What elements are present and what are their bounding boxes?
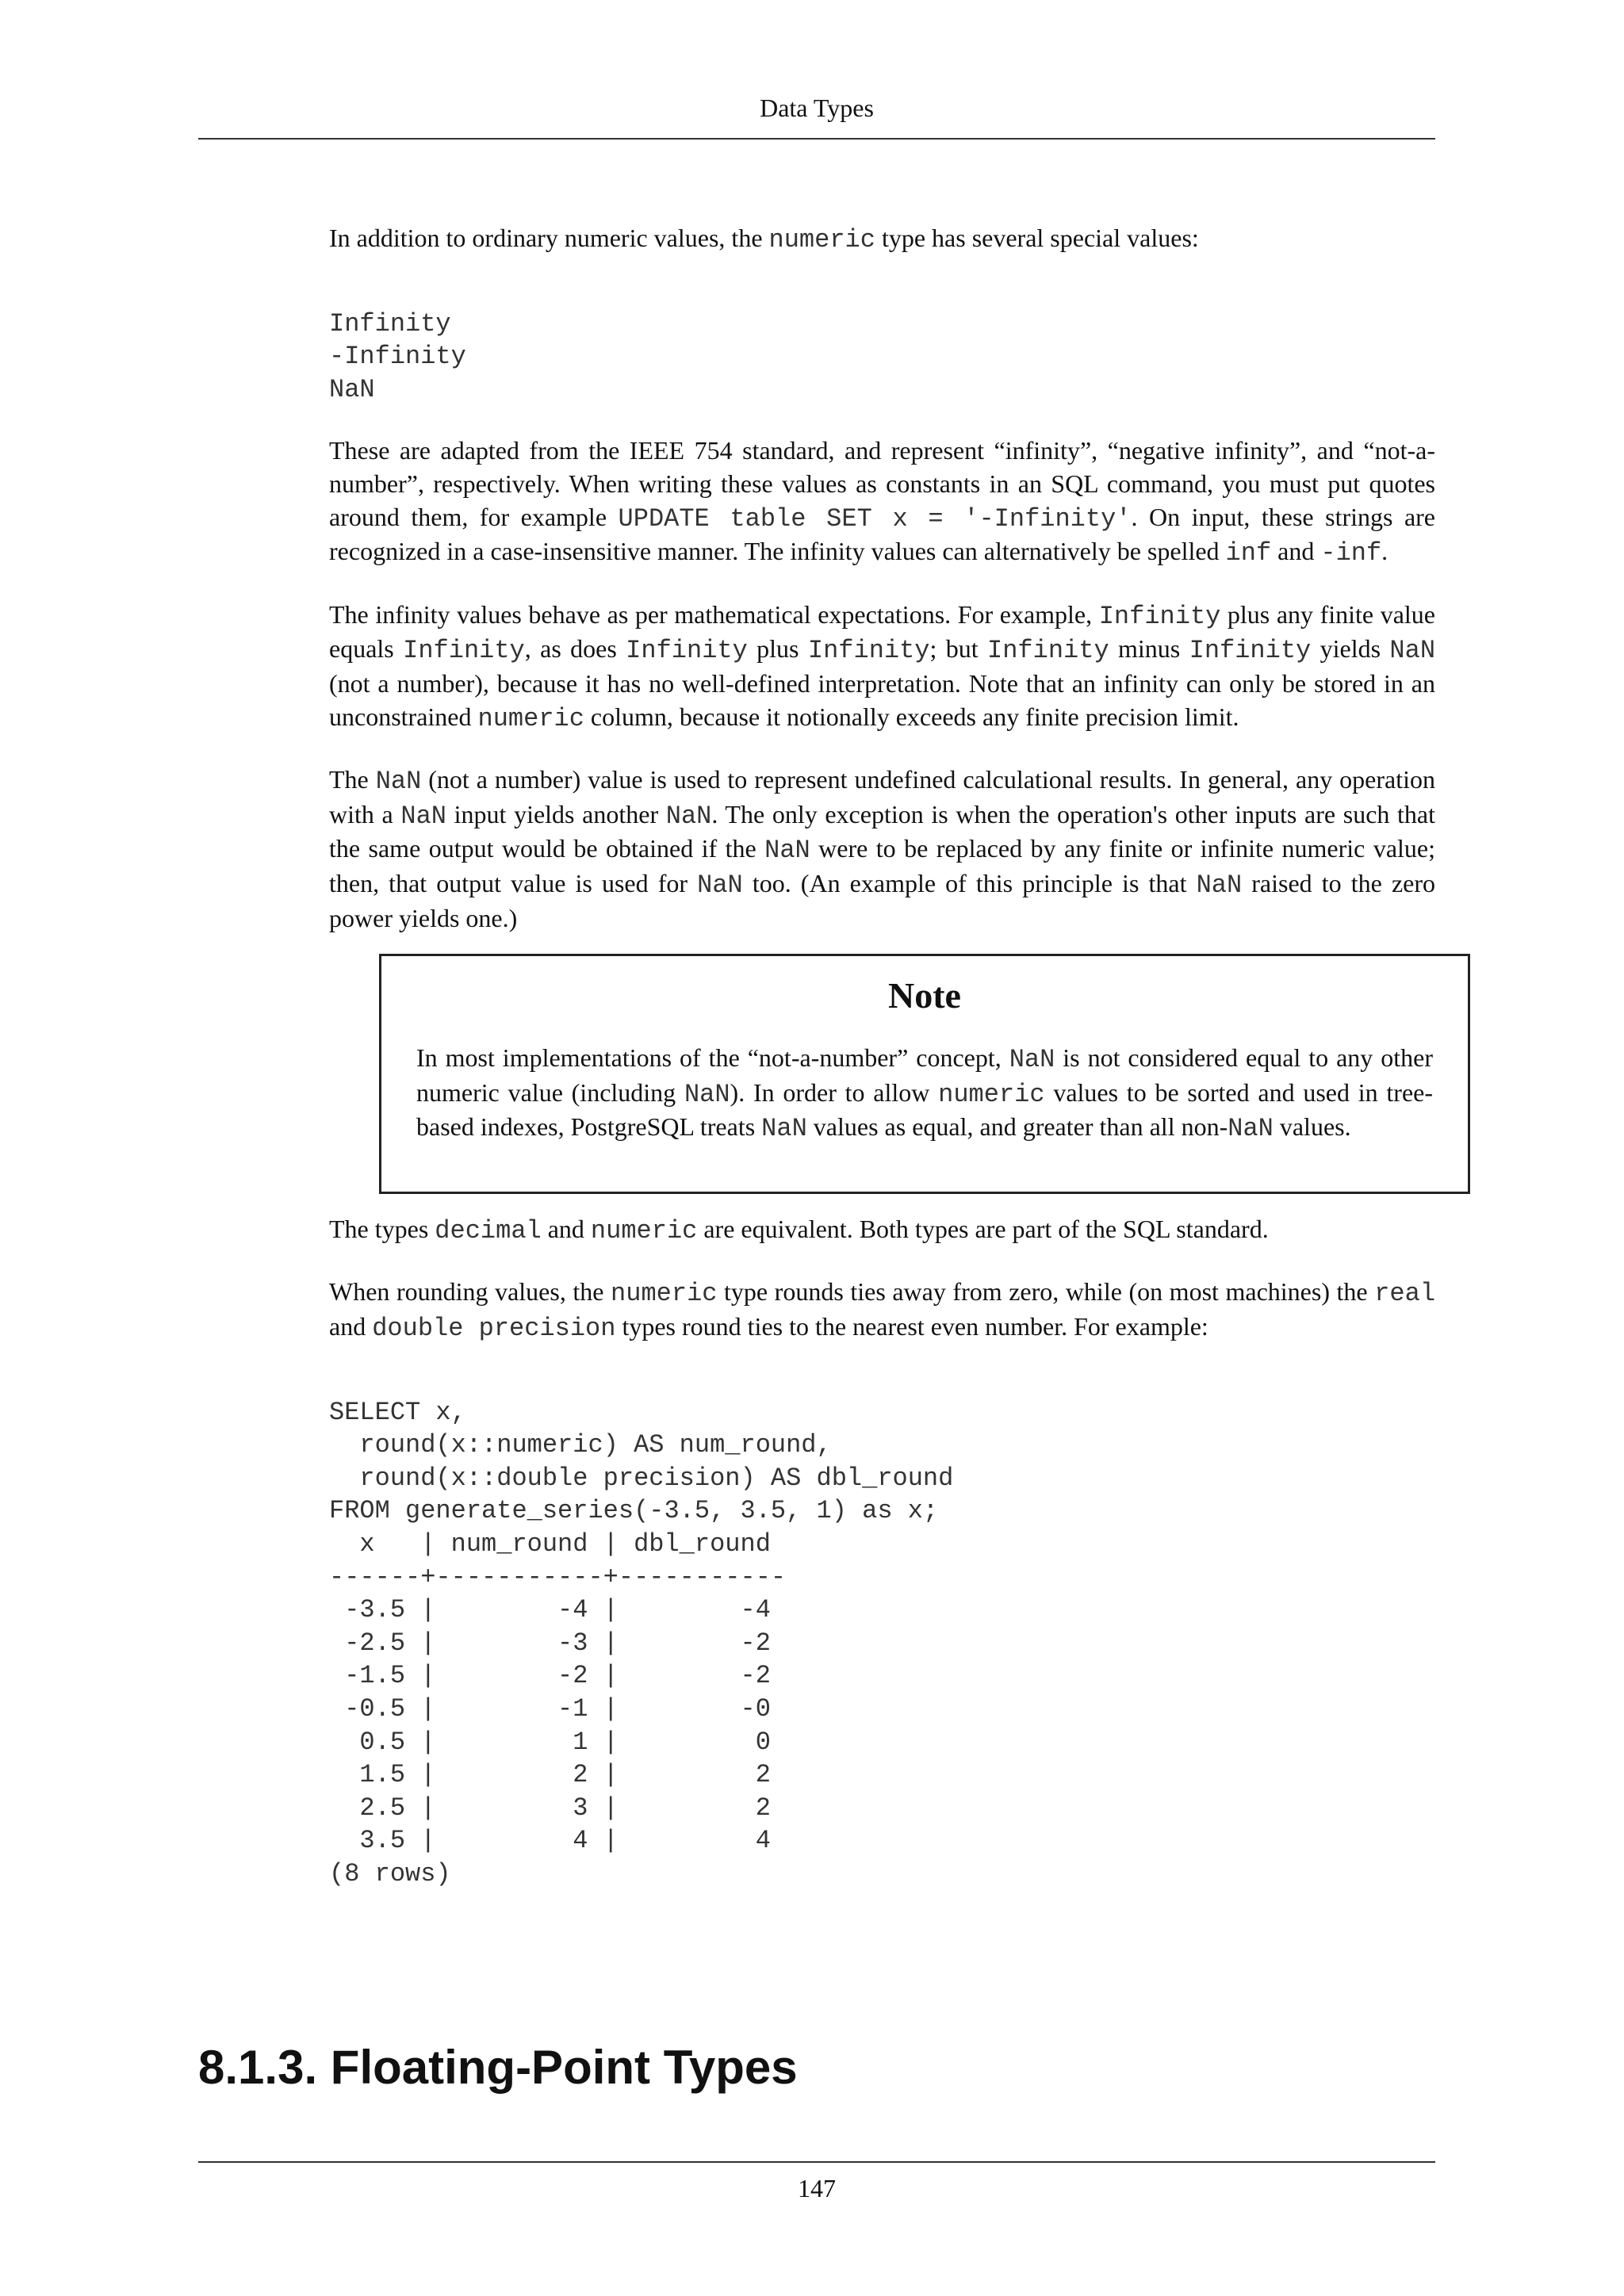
inline-code: numeric — [477, 703, 584, 733]
paragraph-infinity: The infinity values behave as per mathematical expectations. For example, Infinity plus any finite value equals Infinity, as does Infinity plus Infinity; but Infinity minus Infinity yields NaN (not a number), because it has no well-defined interpretation. Note that an infinity can only be stored in an unconstrained numeric column, because it notionally exceeds any finite precision limit. — [329, 599, 1436, 733]
page-number: 147 — [798, 2174, 836, 2202]
page-content — [329, 222, 1435, 1891]
inline-code: Infinity — [1189, 636, 1312, 666]
inline-code: Infinity — [403, 636, 525, 666]
inline-code: numeric — [590, 1215, 698, 1246]
inline-code: NaN — [684, 1079, 730, 1109]
inline-code: double precision — [372, 1314, 616, 1344]
inline-code: NaN — [1009, 1045, 1055, 1075]
inline-code: NaN — [764, 836, 810, 866]
paragraph-intro: In addition to ordinary numeric values, the numeric type has several special values: — [329, 224, 1199, 254]
note-box — [379, 954, 1470, 1194]
inline-code: -inf — [1320, 538, 1382, 568]
inline-code: NaN — [697, 870, 743, 900]
inline-code: Infinity — [987, 636, 1109, 666]
inline-code: NaN — [375, 767, 422, 797]
paragraph-decimal: The types decimal and numeric are equivalent. Both types are part of the SQL standard. — [329, 1214, 1269, 1246]
inline-code: NaN — [1196, 870, 1243, 900]
paragraph-nan: The NaN (not a number) value is used to represent undefined calculational results. In general, any operation with a NaN input yields another NaN. The only exception is when the operation's other inputs are such that the same output would be obtained if the NaN were to be replaced by any finite or infinite numeric value; then, that output value is used for NaN too. (An example of this principle is that NaN raised to the zero power yields one.) — [329, 765, 1436, 932]
inline-code: NaN — [400, 801, 446, 831]
note-title: Note — [888, 975, 961, 1016]
header-rule — [198, 138, 1435, 140]
inline-code: UPDATE table SET x = '-Infinity' — [618, 503, 1132, 534]
inline-code: inf — [1225, 538, 1272, 568]
footer-rule — [198, 2161, 1435, 2163]
running-header: Data Types — [760, 94, 874, 122]
inline-code: numeric — [611, 1279, 718, 1309]
inline-code: NaN — [665, 801, 712, 831]
inline-code: numeric — [938, 1079, 1045, 1109]
inline-code: Infinity — [626, 636, 748, 666]
paragraph-ieee: These are adapted from the IEEE 754 standard, and represent “infinity”, “negative infinity”, and “not-a-number”, respectively. When writing these values as constants in an SQL command, you must put quotes around them, for example UPDATE table SET x = '-Infinity'. On input, these strings are recognized in a case-insensitive manner. The infinity values can alternatively be spelled inf and -inf. — [329, 436, 1436, 568]
rounding-example-code: SELECT x, round(x::numeric) AS num_round, round(x::double precision) AS dbl_round FROM generate_series(-3.5, 3.5, 1) as x; x | num_round | dbl_round ------+-----------+----------- -3.5 | -4 | -4 -2.5 | -3 | -2 -1.5 | -2 | -2 -0.5 | -1 | -0 0.5 | 1 | 0 1.5 | 2 | 2 2.5 | 3 | 2 3.5 | 4 | 4 (8 rows) — [329, 1397, 954, 1888]
paragraph-rounding: When rounding values, the numeric type rounds ties away from zero, while (on most machines) the real and double precision types round ties to the nearest even number. For example: — [329, 1277, 1436, 1344]
inline-code: real — [1374, 1279, 1436, 1309]
note-text: In most implementations of the “not-a-number” concept, NaN is not considered equal to any other numeric value (including NaN). In order to allow numeric values to be sorted and used in tree-based indexes, PostgreSQL treats NaN values as equal, and greater than all non-NaN values. — [416, 1043, 1434, 1144]
inline-code: Infinity — [807, 636, 930, 666]
special-values-code: Infinity -Infinity NaN — [329, 308, 466, 404]
inline-code: NaN — [761, 1114, 807, 1144]
inline-code: Infinity — [1098, 601, 1221, 631]
section-heading: 8.1.3. Floating-Point Types — [198, 2041, 798, 2094]
inline-code: numeric — [768, 225, 875, 254]
inline-code: decimal — [435, 1215, 542, 1246]
inline-code: NaN — [1389, 636, 1436, 666]
inline-code: NaN — [1228, 1114, 1274, 1144]
